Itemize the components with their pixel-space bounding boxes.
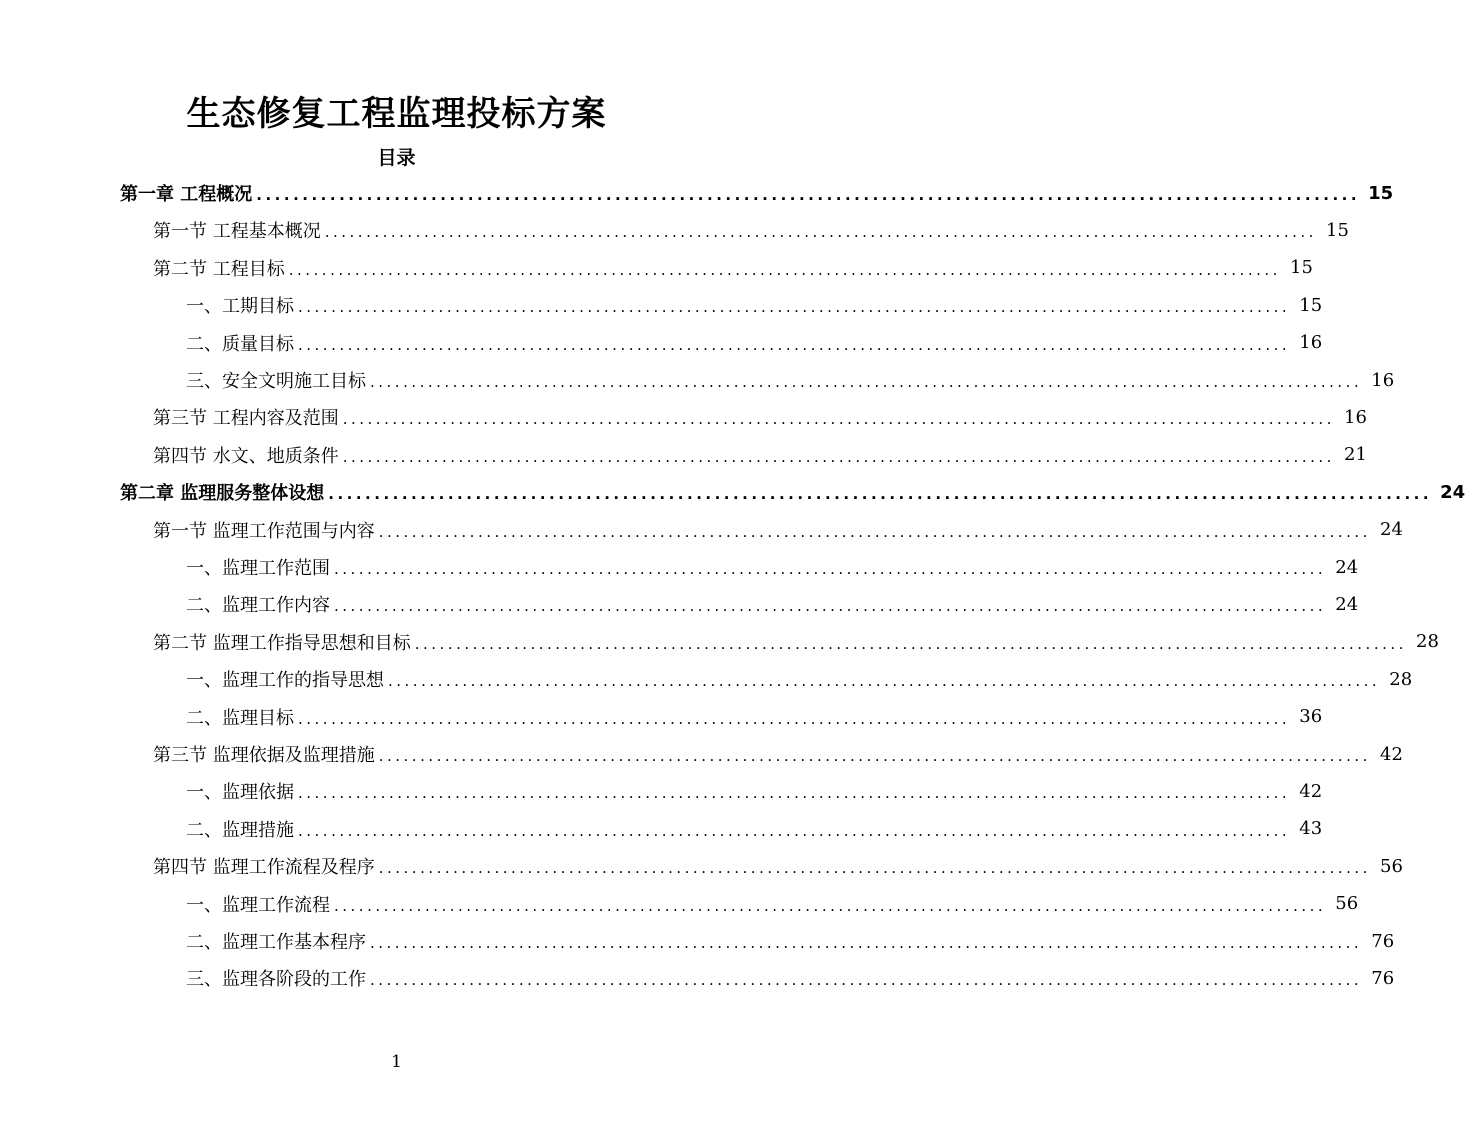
toc-entry-label: 二、监理工作内容 xyxy=(186,591,334,617)
toc-entry-label: 二、监理目标 xyxy=(186,704,298,730)
toc-entry-label: 第二章 监理服务整体设想 xyxy=(120,479,328,505)
toc-heading: 目录 xyxy=(377,147,416,169)
toc-subsection-entry[interactable] xyxy=(0,661,1413,697)
toc-entry-page: 42 xyxy=(1299,780,1323,802)
toc-subsection-entry[interactable] xyxy=(0,586,1359,622)
toc-section-entry[interactable] xyxy=(0,848,1403,884)
toc-leader-dots: ........................................................................................................................ xyxy=(324,223,1317,242)
toc-leader-dots: ........................................................................................................................ xyxy=(342,410,1335,429)
toc-subsection-entry[interactable] xyxy=(0,699,1323,735)
toc-entry-label: 第一章 工程概况 xyxy=(120,180,256,206)
toc-leader-dots: ........................................................................................................................ xyxy=(334,597,1327,616)
toc-section-entry[interactable] xyxy=(0,624,1439,660)
toc-subsection-entry[interactable] xyxy=(0,886,1359,922)
toc-entry-label: 第二节 监理工作指导思想和目标 xyxy=(153,629,415,655)
toc-subsection-entry[interactable] xyxy=(0,811,1323,847)
toc-entry-label: 一、监理工作范围 xyxy=(186,554,334,580)
toc-entry-label: 三、监理各阶段的工作 xyxy=(186,965,370,991)
toc-section-entry[interactable] xyxy=(0,736,1403,772)
toc-entry-page: 28 xyxy=(1416,631,1439,653)
toc-entry-page: 42 xyxy=(1380,743,1403,765)
toc-subsection-entry[interactable] xyxy=(0,960,1395,996)
toc-entry-page: 15 xyxy=(1368,182,1394,204)
toc-entry-page: 16 xyxy=(1344,406,1367,428)
toc-entry-page: 76 xyxy=(1371,930,1395,952)
toc-leader-dots: ........................................................................................................................ xyxy=(328,485,1433,504)
toc-entry-label: 第三节 监理依据及监理措施 xyxy=(153,741,379,767)
toc-leader-dots: ........................................................................................................................ xyxy=(378,747,1371,765)
toc-leader-dots: ........................................................................................................................ xyxy=(414,634,1407,653)
toc-chapter-entry[interactable] xyxy=(0,474,1465,510)
toc-entry-page: 15 xyxy=(1290,257,1313,279)
toc-entry-label: 一、工期目标 xyxy=(186,292,298,318)
toc-leader-dots: ........................................................................................................................ xyxy=(334,560,1327,578)
toc-entry-page: 28 xyxy=(1389,668,1413,690)
toc-entry-page: 16 xyxy=(1299,332,1323,354)
toc-subsection-entry[interactable] xyxy=(0,362,1395,398)
toc-leader-dots: ........................................................................................................................ xyxy=(298,709,1291,728)
toc-section-entry[interactable] xyxy=(0,250,1313,286)
toc-leader-dots: ........................................................................................................................ xyxy=(256,186,1361,204)
toc-section-entry[interactable] xyxy=(0,512,1403,548)
toc-entry-label: 一、监理工作的指导思想 xyxy=(186,666,388,692)
toc-leader-dots: ........................................................................................................................ xyxy=(370,373,1363,391)
toc-entry-label: 一、监理工作流程 xyxy=(186,891,334,917)
toc-leader-dots: ........................................................................................................................ xyxy=(288,260,1281,279)
toc-subsection-entry[interactable] xyxy=(0,773,1323,809)
toc-entry-page: 43 xyxy=(1299,818,1323,840)
toc-section-entry[interactable] xyxy=(0,437,1367,473)
toc-leader-dots: ........................................................................................................................ xyxy=(342,447,1335,466)
toc-entry-label: 二、监理措施 xyxy=(186,816,298,842)
toc-leader-dots: ........................................................................................................................ xyxy=(298,298,1291,317)
toc-leader-dots: ........................................................................................................................ xyxy=(388,672,1381,691)
toc-entry-page: 21 xyxy=(1344,444,1367,466)
toc-subsection-entry[interactable] xyxy=(0,287,1323,323)
toc-leader-dots: ........................................................................................................................ xyxy=(298,784,1291,803)
toc-entry-label: 三、安全文明施工目标 xyxy=(186,367,370,393)
toc-entry-label: 第一节 监理工作范围与内容 xyxy=(153,517,379,543)
toc-leader-dots: ........................................................................................................................ xyxy=(298,335,1291,354)
document-title: 生态修复工程监理投标方案 xyxy=(186,94,607,134)
toc-entry-page: 24 xyxy=(1380,519,1403,541)
toc-leader-dots: ........................................................................................................................ xyxy=(370,971,1363,990)
toc-entry-page: 15 xyxy=(1326,219,1349,241)
toc-entry-label: 第三节 工程内容及范围 xyxy=(153,404,343,430)
toc-entry-label: 二、监理工作基本程序 xyxy=(186,928,370,954)
toc-entry-page: 16 xyxy=(1371,369,1395,391)
toc-entry-label: 一、监理依据 xyxy=(186,778,298,804)
toc-entry-page: 36 xyxy=(1299,706,1323,728)
toc-subsection-entry[interactable] xyxy=(0,325,1323,361)
page-number: 1 xyxy=(391,1052,402,1072)
toc-chapter-entry[interactable] xyxy=(0,175,1394,211)
toc-entry-page: 24 xyxy=(1335,556,1359,578)
toc-leader-dots: ........................................................................................................................ xyxy=(298,821,1291,840)
toc-leader-dots: ........................................................................................................................ xyxy=(370,934,1363,952)
toc-leader-dots: ........................................................................................................................ xyxy=(378,522,1371,541)
toc-subsection-entry[interactable] xyxy=(0,549,1359,585)
toc-section-entry[interactable] xyxy=(0,212,1349,248)
toc-entry-label: 第一节 工程基本概况 xyxy=(153,217,325,243)
toc-leader-dots: ........................................................................................................................ xyxy=(378,859,1371,878)
toc-entry-page: 56 xyxy=(1380,855,1403,877)
toc-entry-page: 76 xyxy=(1371,967,1395,989)
toc-entry-label: 第四节 水文、地质条件 xyxy=(153,442,343,468)
toc-entry-label: 二、质量目标 xyxy=(186,330,298,356)
toc-entry-label: 第二节 工程目标 xyxy=(153,255,289,281)
toc-section-entry[interactable] xyxy=(0,399,1367,435)
toc-subsection-entry[interactable] xyxy=(0,923,1395,959)
toc-entry-page: 24 xyxy=(1335,593,1359,615)
toc-entry-label: 第四节 监理工作流程及程序 xyxy=(153,853,379,879)
toc-entry-page: 56 xyxy=(1335,893,1359,915)
toc-leader-dots: ........................................................................................................................ xyxy=(334,896,1327,915)
toc-entry-page: 15 xyxy=(1299,294,1323,316)
toc-entry-page: 24 xyxy=(1440,481,1465,503)
